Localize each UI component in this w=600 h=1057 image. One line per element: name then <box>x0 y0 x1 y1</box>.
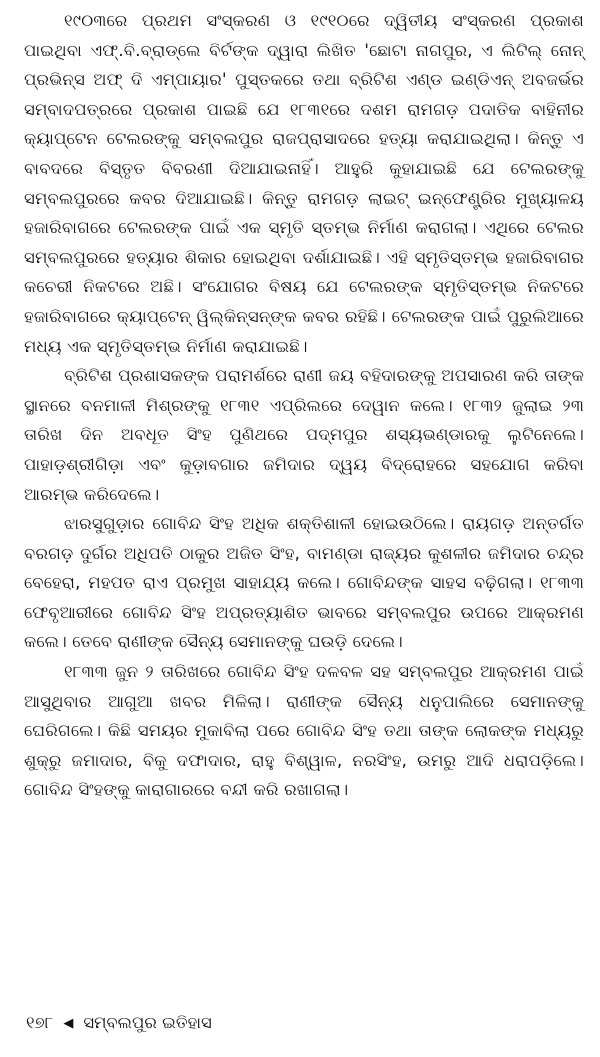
page-footer <box>26 1012 212 1034</box>
paragraph: ୧୮୩୩ ଜୁନ ୨ ତାରିଖରେ ଗୋବିନ୍ଦ ସିଂହ ଦଳବଳ ସହ ସମ୍ବଲପୁର ଆକ୍ରମଣ ପାଇଁ ଆସୁଥିବାର ଆଗୁଆ ଖବର ମିଳିଲା। ରାଣୀଙ୍କ ସୈନ୍ୟ ଧନୁପାଲିରେ ସେମାନଙ୍କୁ ଘେରିଗଲେ। କିଛି ସମୟର ମୁକାବିଲା ପରେ ଗୋବିନ୍ଦ ସିଂହ ତଥା ତାଙ୍କ ଲୋକଙ୍କ ମଧ୍ୟରୁ ଶୁକ୍ରୁ ଜମାଦାର, ବିକୁ ଦଫାଦାର, ରାହୁ ବିଶ୍ୱାଳ, ନରସିଂହ, ଉମରୁ ଆଦି ଧରାପଡ଼ିଲେ। ଗୋବିନ୍ଦ ସିଂହଙ୍କୁ କାରାଗାରରେ ବନ୍ଦୀ କରି ରଖାଗଲା। <box>24 662 584 800</box>
page-number: ୧୭୮ <box>26 1013 54 1032</box>
running-title: ସମ୍ବଲପୁର ଇତିହାସ <box>83 1013 212 1032</box>
paragraph: ଝାରସୁଗୁଡ଼ାର ଗୋବିନ୍ଦ ସିଂହ ଅଧିକ ଶକ୍ତିଶାଳୀ ହୋଇଉଠିଲେ। ରାୟଗଡ଼ ଅନ୍ତର୍ଗତ ବରଗଡ଼ ଦୁର୍ଗର ଅଧିପତି ଠାକୁର ଅଜିତ ସିଂହ, ବାମଣ୍ଡା ରାଜ୍ୟର କୁଶଳୀର ଜମିଦାର ଚନ୍ଦ୍ର ବେହେରା, ମହପତ ରାଏ ପ୍ରମୁଖ ସାହାଯ୍ୟ କଲେ। ଗୋବିନ୍ଦଙ୍କ ସାହସ ବଢ଼ିଗଲା। ୧୮୩୩ ଫେବୃଆରୀରେ ଗୋବିନ୍ଦ ସିଂହ ଅପ୍ରତ୍ୟାଶିତ ଭାବରେ ସମ୍ବଲପୁର ଉପରେ ଆକ୍ରମଣ କଲେ। ତେବେ ରାଣୀଙ୍କ ସୈନ୍ୟ ସେମାନଙ୍କୁ ଘଉଡ଼ି ଦେଲେ। <box>24 514 584 652</box>
paragraph: ବ୍ରିଟିଶ ପ୍ରଶାସକଙ୍କ ପରାମର୍ଶରେ ରାଣୀ ଜୟ ବହିଦାରଙ୍କୁ ଅପସାରଣ କରି ତାଙ୍କ ସ୍ଥାନରେ ବନମାଳୀ ମିଶ୍ରଙ୍କୁ ୧୮୩୧ ଏପ୍ରିଲରେ ଦେୱାନ କଲେ। ୧୮୩୨ ଜୁଲାଇ ୨୩ ତାରିଖ ଦିନ ଅବଧୂତ ସିଂହ ପୁଣିଥରେ ପଦ୍ମପୁର ଶସ୍ୟଭଣ୍ଡାରକୁ ଲୁଟିନେଲେ। ପାହାଡ଼ଶ୍ରୀଗିଡ଼ା ଏବଂ କୁଡ଼ାବଗାର ଜମିଦାର ଦ୍ୱୟ ବିଦ୍ରୋହରେ ସହଯୋଗ କରିବା ଆରମ୍ଭ କରିଦେଲେ। <box>24 366 584 504</box>
left-triangle-icon: ◀ <box>63 1015 74 1031</box>
body-text <box>24 6 584 805</box>
paragraph: ୧୯୦୩ରେ ପ୍ରଥମ ସଂସ୍କରଣ ଓ ୧୯୧୦ରେ ଦ୍ୱିତୀୟ ସଂସ୍କରଣ ପ୍ରକାଶ ପାଇଥିବା ଏଫ୍.ବି.ବ୍ରାଡ୍‌ଲେ ବିର୍ଟଙ୍କ ଦ୍ୱାରା ଲିଖିତ 'ଛୋଟା ନାଗପୁର, ଏ ଲିଟିଲ୍ ନୋନ୍ ପ୍ରଭିନ୍ସ ଅଫ୍ ଦି ଏମ୍ପାୟାର' ପୁସ୍ତକରେ ତଥା ବ୍ରିଟିଶ ଏଣ୍ଡ ଇଣ୍ଡିଏନ୍ ଅବଜର୍ଭର ସମ୍ବାଦପତ୍ରରେ ପ୍ରକାଶ ପାଇଛି ଯେ ୧୮୩୧ରେ ଦଶମ ରାମଗଡ଼ ପଦାତିକ ବାହିନୀର କ୍ୟାପ୍‌ଟେନ ଟେଲରଙ୍କୁ ସମ୍ବଲପୁର ରାଜପ୍ରାସାଦରେ ହତ୍ୟା କରାଯାଇଥିଲା। କିନ୍ତୁ ଏ ବାବଦରେ ବିସ୍ତୃତ ବିବରଣୀ ଦିଆଯାଇନାହିଁ। ଆହୁରି କୁହାଯାଇଛି ଯେ ଟେଲରଙ୍କୁ ସମ୍ବଲପୁରରେ କବର ଦିଆଯାଇଛି। କିନ୍ତୁ ରାମଗଡ଼ ଲାଇଟ୍ ଇନ୍‌ଫେଣ୍ଟ୍ରିର ମୁଖ୍ୟାଳୟ ହଜାରିବାଗରେ ଟେଲରଙ୍କ ପାଇଁ ଏକ ସ୍ମୃତି ସ୍ତମ୍ଭ ନିର୍ମାଣ କରାଗଲା। ଏଥିରେ ଟେଲର ସମ୍ବଲପୁରରେ ହତ୍ୟାର ଶିକାର ହୋଇଥିବା ଦର୍ଶାଯାଇଛି। ଏହି ସ୍ମୃତିସ୍ତମ୍ଭ ହଜାରିବାଗର କଚେରୀ ନିକଟରେ ଅଛି। ସଂଯୋଗର ବିଷୟ ଯେ ଟେଲରଙ୍କ ସ୍ମୃତିସ୍ତମ୍ଭ ନିକଟରେ ହଜାରିବାଗରେ କ୍ୟାପ୍‌ଟେନ୍ ୱିଲ୍‌କିନ୍‌ସନ୍‌ଙ୍କ କବର ରହିଛି। ଟେଲରଙ୍କ ପାଇଁ ପୁରୁଲିଆରେ ମଧ୍ୟ ଏକ ସ୍ମୃତିସ୍ତମ୍ଭ ନିର୍ମାଣ କରାଯାଇଛି। <box>24 11 584 356</box>
